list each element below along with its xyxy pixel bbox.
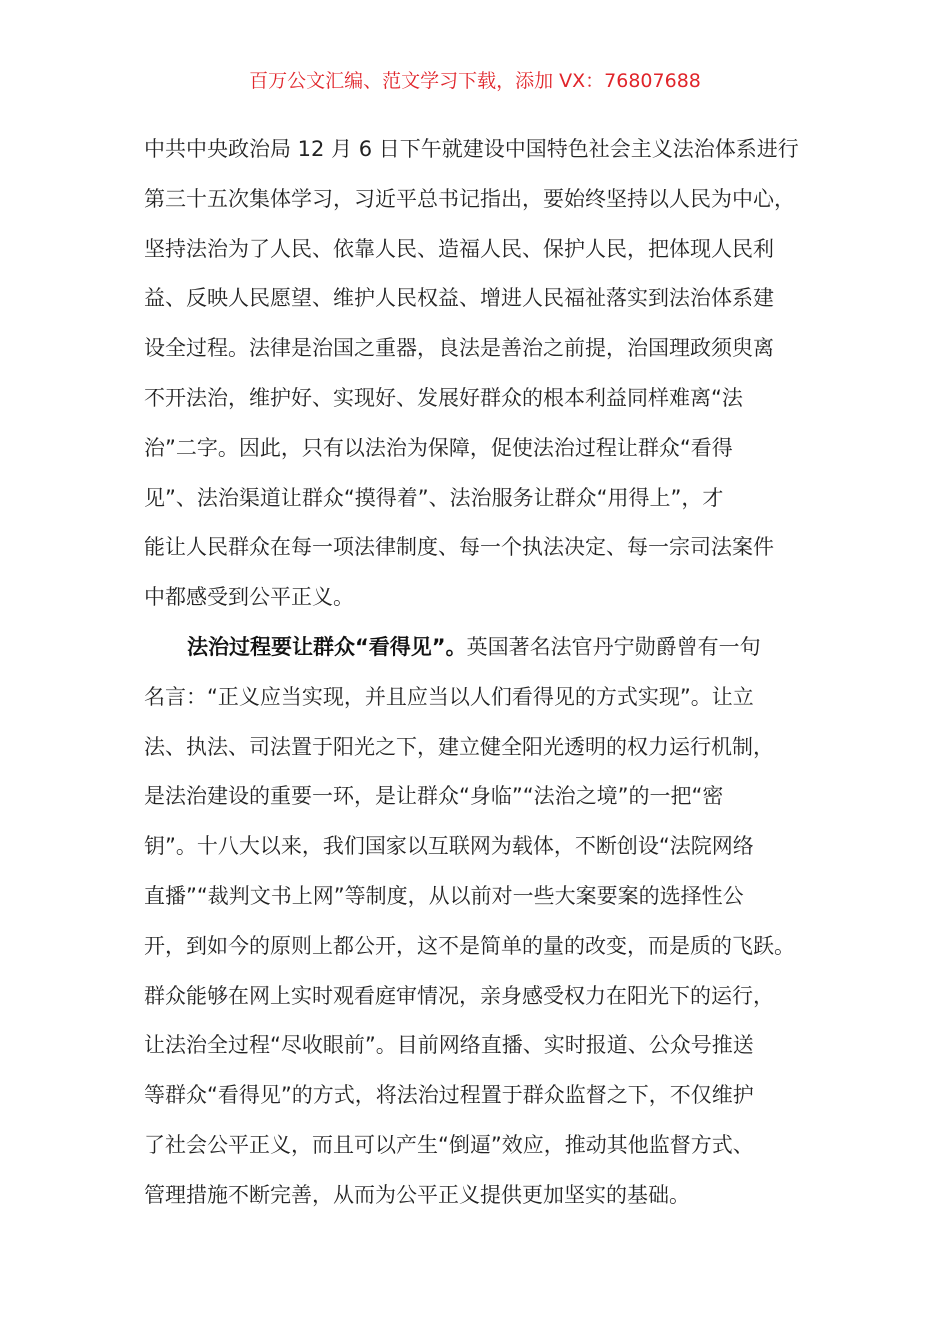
text-span: 英国著名法官丹宁勋爵曾有一句 [466,634,761,659]
text-line: 中都感受到公平正义。 [144,585,354,610]
text-line: 第三十五次集体学习，习近平总书记指出，要始终坚持以人民为中心， [144,186,795,211]
text-line: 钥”。十八大以来，我们国家以互联网为载体，不断创设“法院网络 [144,834,754,859]
text-line: 名言：“正义应当实现，并且应当以人们看得见的方式实现”。让立 [144,684,754,709]
text-line: 群众能够在网上实时观看庭审情况，亲身感受权力在阳光下的运行， [144,983,774,1008]
text-line: 直播”“裁判文书上网”等制度，从以前对一些大案要案的选择性公 [144,883,744,908]
text-line [144,623,824,673]
paragraph-2 [144,623,824,1221]
paragraph-1 [144,125,824,623]
text-line: 法、执法、司法置于阳光之下，建立健全阳光透明的权力运行机制， [144,734,774,759]
text-line: 是法治建设的重要一环，是让群众“身临”“法治之境”的一把“密 [144,784,724,809]
document-body [144,125,824,1221]
text-line: 了社会公平正义，而且可以产生“倒逼”效应，推动其他监督方式、 [144,1132,754,1157]
text-line: 见”、法治渠道让群众“摸得着”、法治服务让群众“用得上”，才 [144,485,724,510]
text-line: 设全过程。法律是治国之重器，良法是善治之前提，治国理政须臾离 [144,336,774,361]
section-heading: 法治过程要让群众“看得见”。 [187,634,467,659]
text-line: 等群众“看得见”的方式，将法治过程置于群众监督之下，不仅维护 [144,1083,754,1108]
text-line: 治”二字。因此，只有以法治为保障，促使法治过程让群众“看得 [144,435,733,460]
text-line: 益、反映人民愿望、维护人民权益、增进人民福祉落实到法治体系建 [144,286,774,311]
watermark-header: 百万公文汇编、范文学习下载，添加 VX：76807688 [249,70,701,92]
text-line: 中共中央政治局 12 月 6 日下午就建设中国特色社会主义法治体系进行 [144,137,799,161]
text-line: 让法治全过程“尽收眼前”。目前网络直播、实时报道、公众号推送 [144,1033,754,1058]
text-line: 管理措施不断完善，从而为公平正义提供更加坚实的基础。 [144,1182,690,1207]
text-line: 开，到如今的原则上都公开，这不是简单的量的改变，而是质的飞跃。 [144,933,795,958]
text-line: 坚持法治为了人民、依靠人民、造福人民、保护人民，把体现人民利 [144,236,774,261]
text-line: 不开法治，维护好、实现好、发展好群众的根本利益同样难离“法 [144,385,743,410]
text-line: 能让人民群众在每一项法律制度、每一个执法决定、每一宗司法案件 [144,535,774,560]
